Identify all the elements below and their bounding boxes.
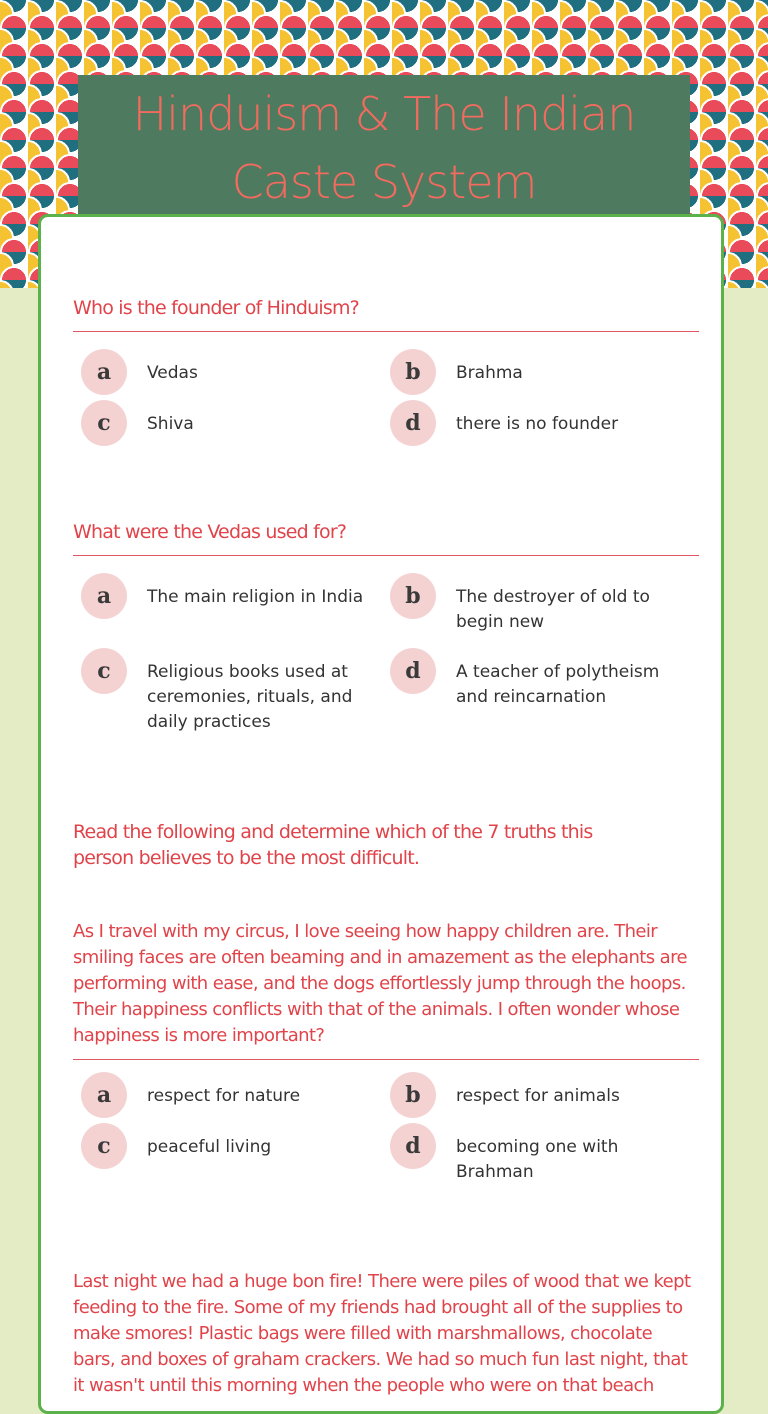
- option-letter-badge: c: [81, 1123, 127, 1169]
- divider: [73, 1059, 699, 1060]
- question-1-option-a[interactable]: [81, 361, 381, 395]
- option-text: respect for animals: [456, 1086, 620, 1106]
- title-banner: [78, 75, 690, 220]
- question-2-option-a[interactable]: [81, 585, 381, 619]
- option-text: becoming one with Brahman: [456, 1137, 619, 1182]
- question-2: [73, 519, 699, 556]
- option-text: Shiva: [147, 414, 194, 434]
- question-2-option-d[interactable]: [390, 660, 690, 710]
- question-1-option-c[interactable]: [81, 412, 381, 446]
- option-letter-badge: b: [390, 1072, 436, 1118]
- question-4-passage: Last night we had a huge bon fire! There were piles of wood that we kept feeding to the fire. Some of my friends had brought all of the supplies to make smores! Plastic bags were filled with marshmallows, chocolate bars, and boxes of graham crackers. We had so much fun last night, that it wasn't until this morning when the people who were on that beach: [73, 1271, 691, 1396]
- question-1: [73, 295, 699, 332]
- question-3: [73, 819, 699, 1060]
- option-text: there is no founder: [456, 414, 619, 434]
- question-3-prompt: Read the following and determine which of the 7 truths this person believes to be the most difficult.: [73, 821, 593, 869]
- option-text: peaceful living: [147, 1137, 272, 1157]
- option-text: The main religion in India: [147, 587, 364, 607]
- option-letter-badge: c: [81, 648, 127, 694]
- option-letter-badge: a: [81, 349, 127, 395]
- divider: [73, 555, 699, 556]
- question-3-option-d[interactable]: [390, 1135, 690, 1185]
- option-text: respect for nature: [147, 1086, 301, 1106]
- option-text: A teacher of polytheism and reincarnation: [456, 662, 660, 707]
- option-letter-badge: d: [390, 400, 436, 446]
- question-3-option-b[interactable]: [390, 1084, 690, 1118]
- worksheet-card: [38, 214, 724, 1414]
- option-letter-badge: a: [81, 573, 127, 619]
- page-title: Hinduism & The Indian Caste System: [132, 86, 636, 209]
- option-letter-badge: b: [390, 349, 436, 395]
- divider: [73, 331, 699, 332]
- question-3-option-a[interactable]: [81, 1084, 381, 1118]
- option-letter-badge: d: [390, 648, 436, 694]
- option-text: Religious books used at ceremonies, rituals, and daily practices: [147, 662, 353, 732]
- question-2-prompt: What were the Vedas used for?: [73, 521, 347, 543]
- question-3-passage: As I travel with my circus, I love seeing how happy children are. Their smiling faces are often beaming and in amazement as the elephants are performing with ease, and the dogs effortlessly jump through the hoops. Their happiness conflicts with that of the animals. I often wonder whose happiness is more important?: [73, 921, 687, 1046]
- question-2-option-b[interactable]: [390, 585, 690, 635]
- question-2-option-c[interactable]: [81, 660, 381, 735]
- option-letter-badge: a: [81, 1072, 127, 1118]
- question-1-prompt: Who is the founder of Hinduism?: [73, 297, 359, 319]
- option-text: Brahma: [456, 363, 523, 383]
- option-letter-badge: d: [390, 1123, 436, 1169]
- option-letter-badge: b: [390, 573, 436, 619]
- option-text: The destroyer of old to begin new: [456, 587, 650, 632]
- question-1-option-b[interactable]: [390, 361, 690, 395]
- question-1-option-d[interactable]: [390, 412, 690, 446]
- option-text: Vedas: [147, 363, 198, 383]
- option-letter-badge: c: [81, 400, 127, 446]
- question-3-option-c[interactable]: [81, 1135, 381, 1169]
